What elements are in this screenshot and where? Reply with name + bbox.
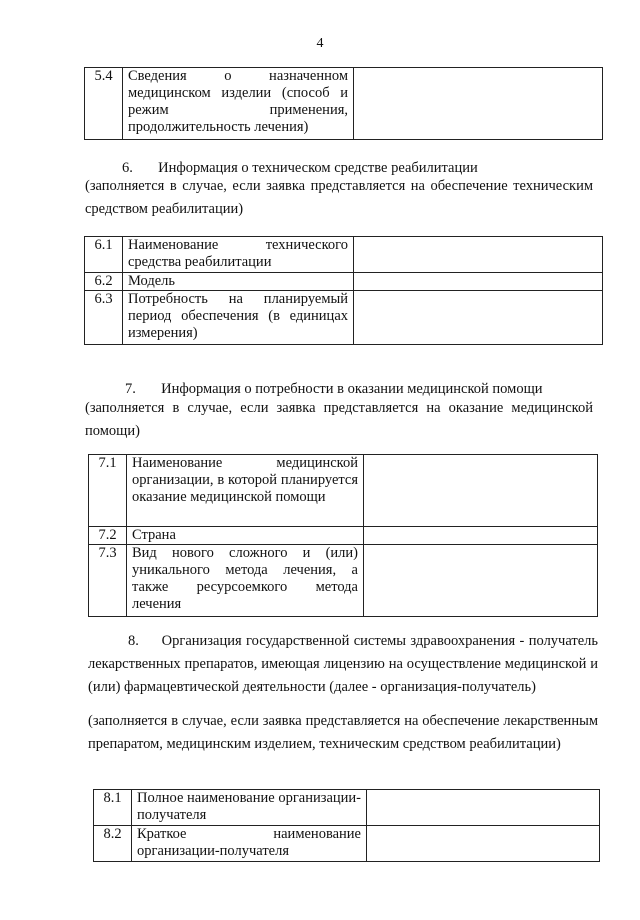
section-7-note: (заполняется в случае, если заявка представляется на оказание медицинской помощи) <box>85 400 593 439</box>
section-6-note: (заполняется в случае, если заявка представляется на обеспечение техническим средством реабилитации) <box>85 178 593 217</box>
table-row <box>85 273 603 291</box>
section-7-heading <box>125 381 543 398</box>
row-label: Сведения о назначенном медицинском изделии (способ и режим применения, продолжительность лечения) <box>123 68 354 140</box>
row-value-cell[interactable] <box>367 790 600 826</box>
table-row <box>85 237 603 273</box>
row-number: 8.2 <box>94 826 132 862</box>
table-section-5 <box>84 67 603 140</box>
row-number: 6.2 <box>85 273 123 291</box>
section-8-number: 8. <box>128 633 139 649</box>
section-8-heading <box>88 630 598 699</box>
section-8-note: (заполняется в случае, если заявка представляется на обеспечение лекарственным препаратом, медицинским изделием, техническим средством реабилитации) <box>88 713 598 752</box>
table-section-8 <box>93 789 600 862</box>
row-label: Краткое наименование организации-получателя <box>132 826 367 862</box>
row-label: Вид нового сложного и (или) уникального метода лечения, а также ресурсоемкого метода лечения <box>127 545 364 617</box>
table-row <box>94 790 600 826</box>
section-7-title: Информация о потребности в оказании медицинской помощи <box>161 381 543 397</box>
page-number: 4 <box>316 36 324 51</box>
row-label: Страна <box>127 527 364 545</box>
table-row <box>89 545 598 617</box>
row-number: 7.3 <box>89 545 127 617</box>
row-number: 7.2 <box>89 527 127 545</box>
table-section-6 <box>84 236 603 345</box>
section-7-number: 7. <box>125 381 136 397</box>
row-number: 8.1 <box>94 790 132 826</box>
row-value-cell[interactable] <box>364 527 598 545</box>
row-number: 7.1 <box>89 455 127 527</box>
row-label: Наименование технического средства реабилитации <box>123 237 354 273</box>
row-value-cell[interactable] <box>354 237 603 273</box>
row-label: Модель <box>123 273 354 291</box>
row-number: 6.1 <box>85 237 123 273</box>
table-row <box>94 826 600 862</box>
row-value-cell[interactable] <box>367 826 600 862</box>
row-value-cell[interactable] <box>364 545 598 617</box>
section-6-title: Информация о техническом средстве реабилитации <box>158 160 478 176</box>
row-number: 6.3 <box>85 291 123 345</box>
section-6-number: 6. <box>122 160 133 176</box>
section-8-title: Организация государственной системы здравоохранения - получатель лекарственных препаратов, имеющая лицензию на осуществление медицинской и (или) фармацевтической деятельности (далее - организация-получатель) <box>88 633 599 695</box>
row-label: Полное наименование организации-получателя <box>132 790 367 826</box>
table-section-7 <box>88 454 598 617</box>
table-row <box>89 527 598 545</box>
row-label: Потребность на планируемый период обеспечения (в единицах измерения) <box>123 291 354 345</box>
row-value-cell[interactable] <box>354 68 603 140</box>
row-number: 5.4 <box>85 68 123 140</box>
table-row <box>85 68 603 140</box>
row-value-cell[interactable] <box>354 273 603 291</box>
row-value-cell[interactable] <box>364 455 598 527</box>
row-label: Наименование медицинской организации, в которой планируется оказание медицинской помощи <box>127 455 364 527</box>
table-row <box>85 291 603 345</box>
row-value-cell[interactable] <box>354 291 603 345</box>
table-row <box>89 455 598 527</box>
